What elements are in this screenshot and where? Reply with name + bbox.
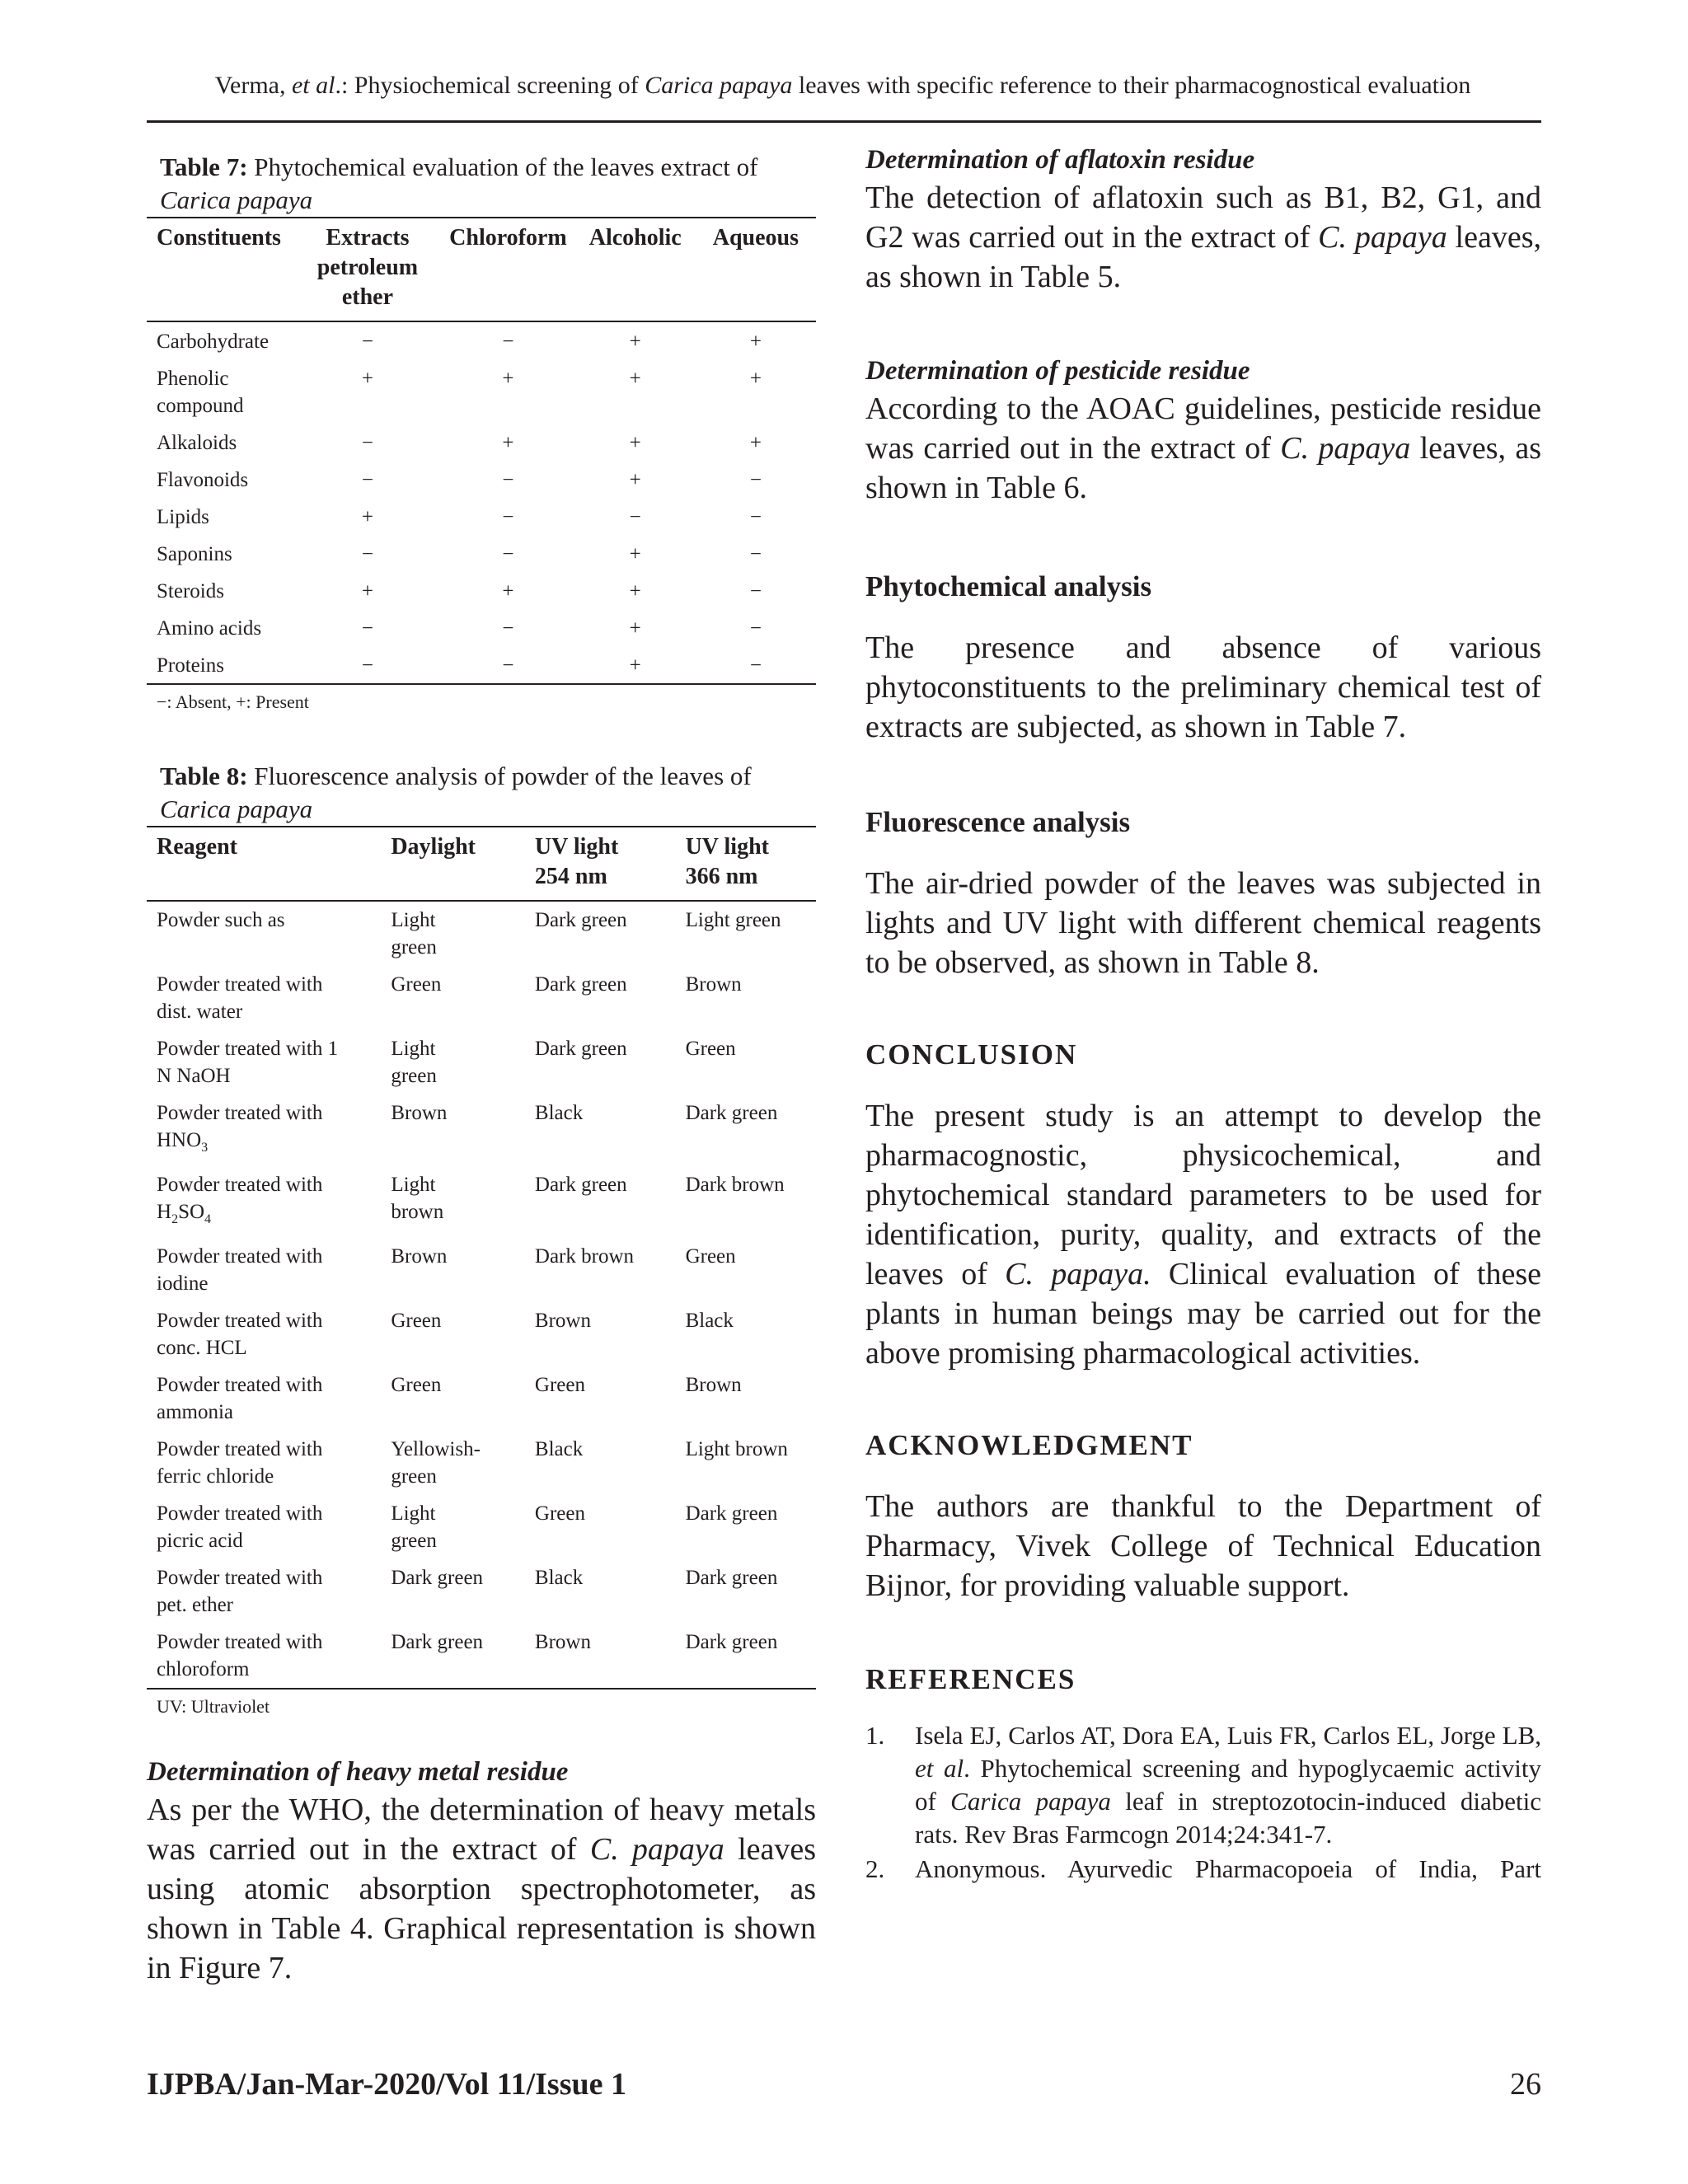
table-cell: − [749,506,762,528]
acknowledgment-heading: ACKNOWLEDGMENT [865,1429,1193,1461]
table8-footnote: UV: Ultraviolet [157,1696,270,1717]
table-cell: + [502,432,514,454]
table-row [147,966,816,1030]
aflatoxin-paragraph: The detection of aflatoxin such as B1, B2, G1, and G2 was carried out in the extract of C. papaya leaves, as shown in Table 5. [865,180,1541,294]
table-row [147,535,816,572]
heavy-metal-paragraph: As per the WHO, the determination of heavy metals was carried out in the extract of C. papaya leaves using atomic absorption spectrophotometer, as shown in Table 4. Graphical representation is shown in Figure 7. [147,1793,817,1985]
table-cell: Green [534,1374,585,1396]
table-row [147,1431,816,1495]
table-cell: + [629,617,641,640]
table-cell: Dark green [685,1102,778,1124]
table-row [147,901,816,966]
table-cell: + [629,368,641,390]
table-cell: − [361,617,373,640]
table-cell: Black [534,1438,584,1460]
table-cell: Powder treated with iodine [157,1245,323,1295]
table-row [147,1166,816,1238]
table-cell: − [361,654,373,677]
table8-header-row [147,827,816,901]
table-cell: Dark brown [685,1174,785,1196]
fluorescence-heading: Fluorescence analysis [865,806,1131,838]
table-cell: − [502,617,514,640]
table-cell: − [361,543,373,565]
table-cell: Phenolic compound [157,368,244,417]
table-cell: Amino acids [157,617,262,640]
table-cell: − [749,617,762,640]
table-row [147,1238,816,1302]
table-cell: Black [534,1102,584,1124]
table-row [147,609,816,646]
table7-header: Constituents [157,225,281,251]
table-cell: Flavonoids [157,469,249,491]
table-row [147,1559,816,1624]
reference-item: 2. Anonymous. Ayurvedic Pharmacopoeia of India, Part [865,1854,1541,1883]
table-cell: − [749,654,762,677]
table-row [147,1624,816,1689]
table-cell: Powder treated with 1 N NaOH [157,1038,339,1087]
table-row [147,321,816,359]
table-cell: − [749,543,762,565]
table8 [147,826,816,1690]
table-cell: Black [534,1567,584,1589]
table7-header-row [147,218,816,321]
table-row [147,461,816,498]
table-row [147,359,816,424]
table-cell: Brown [534,1310,591,1332]
table-cell: Green [685,1245,736,1268]
table-cell: Dark green [534,1174,627,1196]
table-cell: Dark green [391,1567,484,1589]
table-cell: − [749,469,762,491]
table-cell: Light green [391,1502,437,1552]
table-cell: + [502,580,514,602]
table-cell: Dark green [534,973,627,996]
table-cell: + [629,330,641,353]
table-cell: Green [685,1038,736,1060]
table-row [147,498,816,535]
table-cell: − [502,469,514,491]
table-cell: Dark green [534,1038,627,1060]
table-cell: + [629,654,641,677]
table-row [147,1094,816,1166]
acknowledgment-paragraph: The authors are thankful to the Department of Pharmacy, Vivek College of Technical Education Bijnor, for providing valuable support. [865,1489,1541,1603]
fluorescence-paragraph: The air-dried powder of the leaves was subjected in lights and UV light with different chemical reagents to be observed, as shown in Table 8. [865,866,1541,980]
header-rule [147,120,1541,123]
table-cell: Black [685,1310,734,1332]
table-cell: + [502,368,514,390]
table-cell: + [361,580,373,602]
references-heading: REFERENCES [865,1663,1076,1695]
table-cell: Yellowish-green [391,1438,481,1488]
table-cell: Light brown [685,1438,788,1460]
table-cell: Brown [534,1631,591,1653]
table-cell: Light brown [391,1174,444,1223]
reference-item: 1. Isela EJ, Carlos AT, Dora EA, Luis FR, Carlos EL, Jorge LB, et al. Phytochemical screening and hypoglycaemic activity of Carica papaya leaf in streptozotocin-induced diabetic rats. Rev Bras Farmcogn 2014;24:341-7. [865,1721,1542,1849]
table-cell: − [361,330,373,353]
table-row [147,1495,816,1559]
table-cell: + [361,506,373,528]
table7-header: Chloroform [449,225,567,251]
table-cell: − [749,580,762,602]
table-cell: Proteins [157,654,224,677]
table-cell: + [629,469,641,491]
table-cell: Powder treated with $H_2SO_4$ [157,1174,323,1226]
table-cell: − [502,330,514,353]
table-cell: Brown [391,1245,448,1268]
table-cell: Brown [685,973,742,996]
table-cell: Dark brown [534,1245,634,1268]
table-cell: Light green [685,909,781,931]
table-cell: − [502,654,514,677]
left-column [147,151,816,1988]
table-row [147,1366,816,1431]
table-row [147,646,816,684]
table-cell: Dark green [685,1631,778,1653]
table8-header: UV light 366 nm [685,834,769,889]
table-cell: Green [391,973,442,996]
table-cell: + [629,580,641,602]
table-cell: + [361,368,373,390]
table8-header: UV light 254 nm [534,834,619,889]
table-cell: Green [391,1374,442,1396]
reference-list [865,1719,1541,1886]
conclusion-paragraph: The present study is an attempt to develop the pharmacognostic, physicochemical, and phytochemical standard parameters to be used for identification, purity, quality, and extracts of the leaves of C. papaya. Clinical evaluation of these plants in human beings may be carried out for the above promising pharmacological activities. [865,1099,1541,1371]
table-cell: Light green [391,909,437,958]
table7-caption: Table 7: Phytochemical evaluation of the leaves extract of Carica papaya [160,152,758,214]
table-cell: Alkaloids [157,432,237,454]
conclusion-heading: CONCLUSION [865,1038,1078,1071]
phytochemical-paragraph: The presence and absence of various phytoconstituents to the preliminary chemical test of extracts are subjected, as shown in Table 7. [865,630,1541,744]
table-cell: Powder treated with dist. water [157,973,323,1023]
table-cell: Green [391,1310,442,1332]
aflatoxin-heading: Determination of aflatoxin residue [865,145,1255,175]
table8-header: Reagent [157,834,237,860]
table-cell: Brown [685,1374,742,1396]
table-cell: Dark green [391,1631,484,1653]
table-cell: Powder treated with ammonia [157,1374,323,1423]
phytochemical-heading: Phytochemical analysis [865,570,1152,602]
table-cell: Dark green [685,1502,778,1525]
table7-footnote: −: Absent, +: Present [157,691,309,712]
table-row [147,424,816,461]
table-cell: Powder treated with $HNO_3$ [157,1102,323,1155]
table-cell: Dark green [685,1567,778,1589]
table-cell: + [749,368,762,390]
table-cell: + [629,432,641,454]
pesticide-heading: Determination of pesticide residue [865,356,1250,386]
running-head: Verma, et al.: Physiochemical screening of Carica papaya leaves with specific reference to their pharmacognostical evaluation [214,72,1471,99]
table7 [147,217,816,685]
table-cell: + [629,543,641,565]
table-cell: − [361,469,373,491]
table-cell: Powder treated with conc. HCL [157,1310,323,1359]
table-cell: Powder treated with picric acid [157,1502,323,1552]
table-cell: + [749,432,762,454]
table-cell: Light green [391,1038,437,1087]
table-cell: Powder treated with ferric chloride [157,1438,323,1488]
table-cell: Steroids [157,580,224,602]
table-cell: Carbohydrate [157,330,270,353]
page-number: 26 [1510,2067,1541,2102]
table8-caption: Table 8: Fluorescence analysis of powder of the leaves of Carica papaya [160,762,752,823]
table-row [147,572,816,609]
table-cell: Powder such as [157,909,285,931]
footer-journal-info: IJPBA/Jan-Mar-2020/Vol 11/Issue 1 [147,2067,627,2102]
table-cell: Dark green [534,909,627,931]
table7-header: Extracts petroleum ether [316,225,419,310]
table-cell: − [629,506,641,528]
table-cell: − [502,506,514,528]
table7-header: Alcoholic [588,225,682,251]
table7-header: Aqueous [712,225,799,251]
table-cell: Powder treated with chloroform [157,1631,323,1680]
table-row [147,1302,816,1366]
table8-header: Daylight [391,834,476,860]
right-column [865,142,1541,1887]
table-cell: Powder treated with pet. ether [157,1567,323,1616]
table-cell: + [749,330,762,353]
table-cell: Lipids [157,506,209,528]
table-cell: Brown [391,1102,448,1124]
heavy-metal-heading: Determination of heavy metal residue [147,1757,569,1787]
table-cell: Saponins [157,543,232,565]
table-cell: − [502,543,514,565]
table-cell: − [361,432,373,454]
pesticide-paragraph: According to the AOAC guidelines, pesticide residue was carried out in the extract of C. papaya leaves, as shown in Table 6. [865,391,1542,505]
table-cell: Green [534,1502,585,1525]
table-row [147,1030,816,1094]
